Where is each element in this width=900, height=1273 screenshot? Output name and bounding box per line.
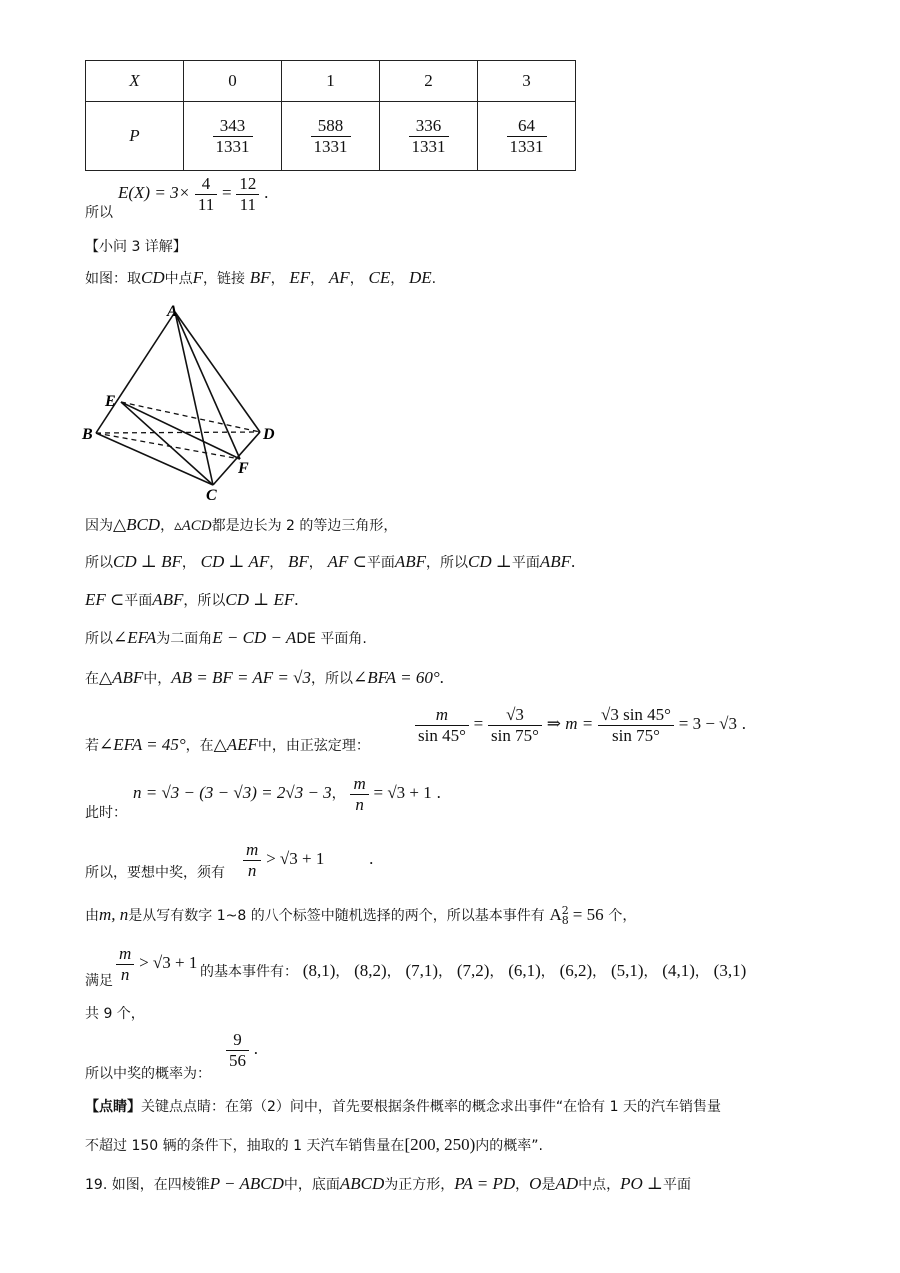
event-pair: (6,2) [559,961,593,980]
segment-bf-hidden [96,433,240,459]
proof-line-4: 所以∠EFA为二面角E − CD − ADE 平面角. [85,628,367,647]
table-prob-row [86,102,576,171]
table-cell [184,102,282,171]
distribution-table [85,60,576,171]
expectation-prefix: 所以 [85,205,113,221]
fraction: $\frac{343}{1331}$ [213,116,253,156]
vertex-label-d: D [263,426,275,443]
proof-line-3: EF ⊂平面ABF，所以CD ⊥ EF. [85,590,299,609]
fraction: $\frac{m}{n}$ [243,840,261,880]
proof-line-10-formula: $\frac{m}{n}$ > √3 + 1 [116,944,197,984]
fraction: $\frac{9}{56}$ [226,1030,249,1070]
fraction: $\frac{64}{1331}$ [507,116,547,156]
proof-line-2: 所以CD ⊥ BF， CD ⊥ AF， BF， AF ⊂平面ABF，所以CD ⊥平面ABF. [85,552,576,571]
vertex-label-e: E [105,393,116,410]
table-cell-x-label: X [86,61,184,102]
table-cell [380,102,478,171]
table-cell-p-label: P [86,102,184,171]
key-point-note: 【点睛】关键点点睛：在第（2）问中，首先要根据条件概率的概念求出事件“在恰有 1 天的汽车销售量 [85,1099,721,1115]
table-header-row [86,61,576,102]
expectation-formula: E(X) = 3× $\frac{4}{11}$ = $\frac{12}{11}$ . [118,174,269,214]
proof-line-8-formula: $\frac{m}{n}$ > √3 + 1 . [243,840,373,880]
sine-law-formula: $\frac{m}{\sin 45^\circ}$ = $\frac{√3}{\sin 75^\circ}$ ⇒ m = $\frac{√3 \sin 45^\circ}{\sin 75^\circ}$ = 3 − √3 . [415,705,746,745]
fraction: $\frac{12}{11}$ [236,174,259,214]
vertex-label-a: A [167,303,178,320]
edge-bd-hidden [96,432,260,433]
event-pair: (8,2) [354,961,387,980]
table-cell: 2 [380,61,478,102]
table-cell: 0 [184,61,282,102]
event-pair: (7,2) [456,961,490,980]
fraction: $\frac{336}{1331}$ [409,116,449,156]
fraction: $\frac{√3}{\sin 75^\circ}$ [488,705,542,745]
tetrahedron-figure [80,300,290,505]
fraction: $\frac{588}{1331}$ [311,116,351,156]
fraction: $\frac{m}{n}$ [116,944,134,984]
proof-line-6-text: 若∠EFA = 45°，在△AEF中，由正弦定理： [85,735,370,754]
proof-line-8-label: 所以，要想中奖，须有 [85,865,225,881]
segment-de-hidden [121,402,260,432]
segment-ce [121,402,213,485]
proof-line-7-formula: n = √3 − (3 − √3) = 2√3 − 3， $\frac{m}{n}$ = √3 + 1 . [133,774,441,814]
edge-cd [213,432,260,485]
table-cell [478,102,576,171]
table-cell: 1 [282,61,380,102]
proof-line-7-label: 此时： [85,805,127,821]
basic-events-list: 的基本事件有： (8,1)， (8,2)， (7,1)， (7,2)， (6,1)， (6,2)， (5,1)， (4,1)， (3,1) [200,961,747,980]
question-19: 19. 如图，在四棱锥P − ABCD中，底面ABCD为正方形，PA = PD，O是AD中点，PO ⊥平面 [85,1174,692,1193]
permutation-indices: 2 8 [561,904,569,927]
construction-line: 如图：取CD中点F，链接 BF， EF， AF， CE， DE. [85,268,437,287]
vertex-label-f: F [238,460,249,477]
proof-line-10-label: 满足 [85,973,113,989]
segment-ef [121,402,240,459]
proof-line-1: 因为△BCD，▵ACD都是边长为 2 的等边三角形， [85,515,398,534]
fraction: $\frac{m}{\sin 45^\circ}$ [415,705,469,745]
key-point-note-continued: 不超过 150 辆的条件下，抽取的 1 天汽车销售量在[200, 250)内的概率”. [85,1135,543,1154]
fraction: $\frac{4}{11}$ [195,174,217,214]
fraction: $\frac{√3 \sin 45^\circ}{\sin 75^\circ}$ [598,705,674,745]
event-pair: (8,1) [302,961,336,980]
vertex-label-b: B [82,426,93,443]
event-pair: (6,1) [508,961,541,980]
event-pair: (4,1) [662,961,695,980]
event-pair: (5,1) [610,961,644,980]
segment-af [175,312,240,459]
event-pair: (3,1) [713,961,747,980]
proof-line-9: 由m, n是从写有数字 1~8 的八个标签中随机选择的两个，所以基本事件有 A 2 8 = 56 个， [85,904,637,927]
proof-line-11: 共 9 个， [85,1006,145,1022]
table-cell [282,102,380,171]
table-cell: 3 [478,61,576,102]
fraction: $\frac{m}{n}$ [350,774,368,814]
proof-line-12-label: 所以中奖的概率为： [85,1066,211,1082]
edge-bc [96,433,213,485]
probability-result: $\frac{9}{56}$ . [226,1030,258,1070]
proof-line-5: 在△ABF中，AB = BF = AF = √3，所以∠BFA = 60°. [85,668,444,687]
vertex-label-c: C [206,487,217,504]
sub-question-heading: 【小问 3 详解】 [85,239,187,255]
event-pair: (7,1) [405,961,439,980]
